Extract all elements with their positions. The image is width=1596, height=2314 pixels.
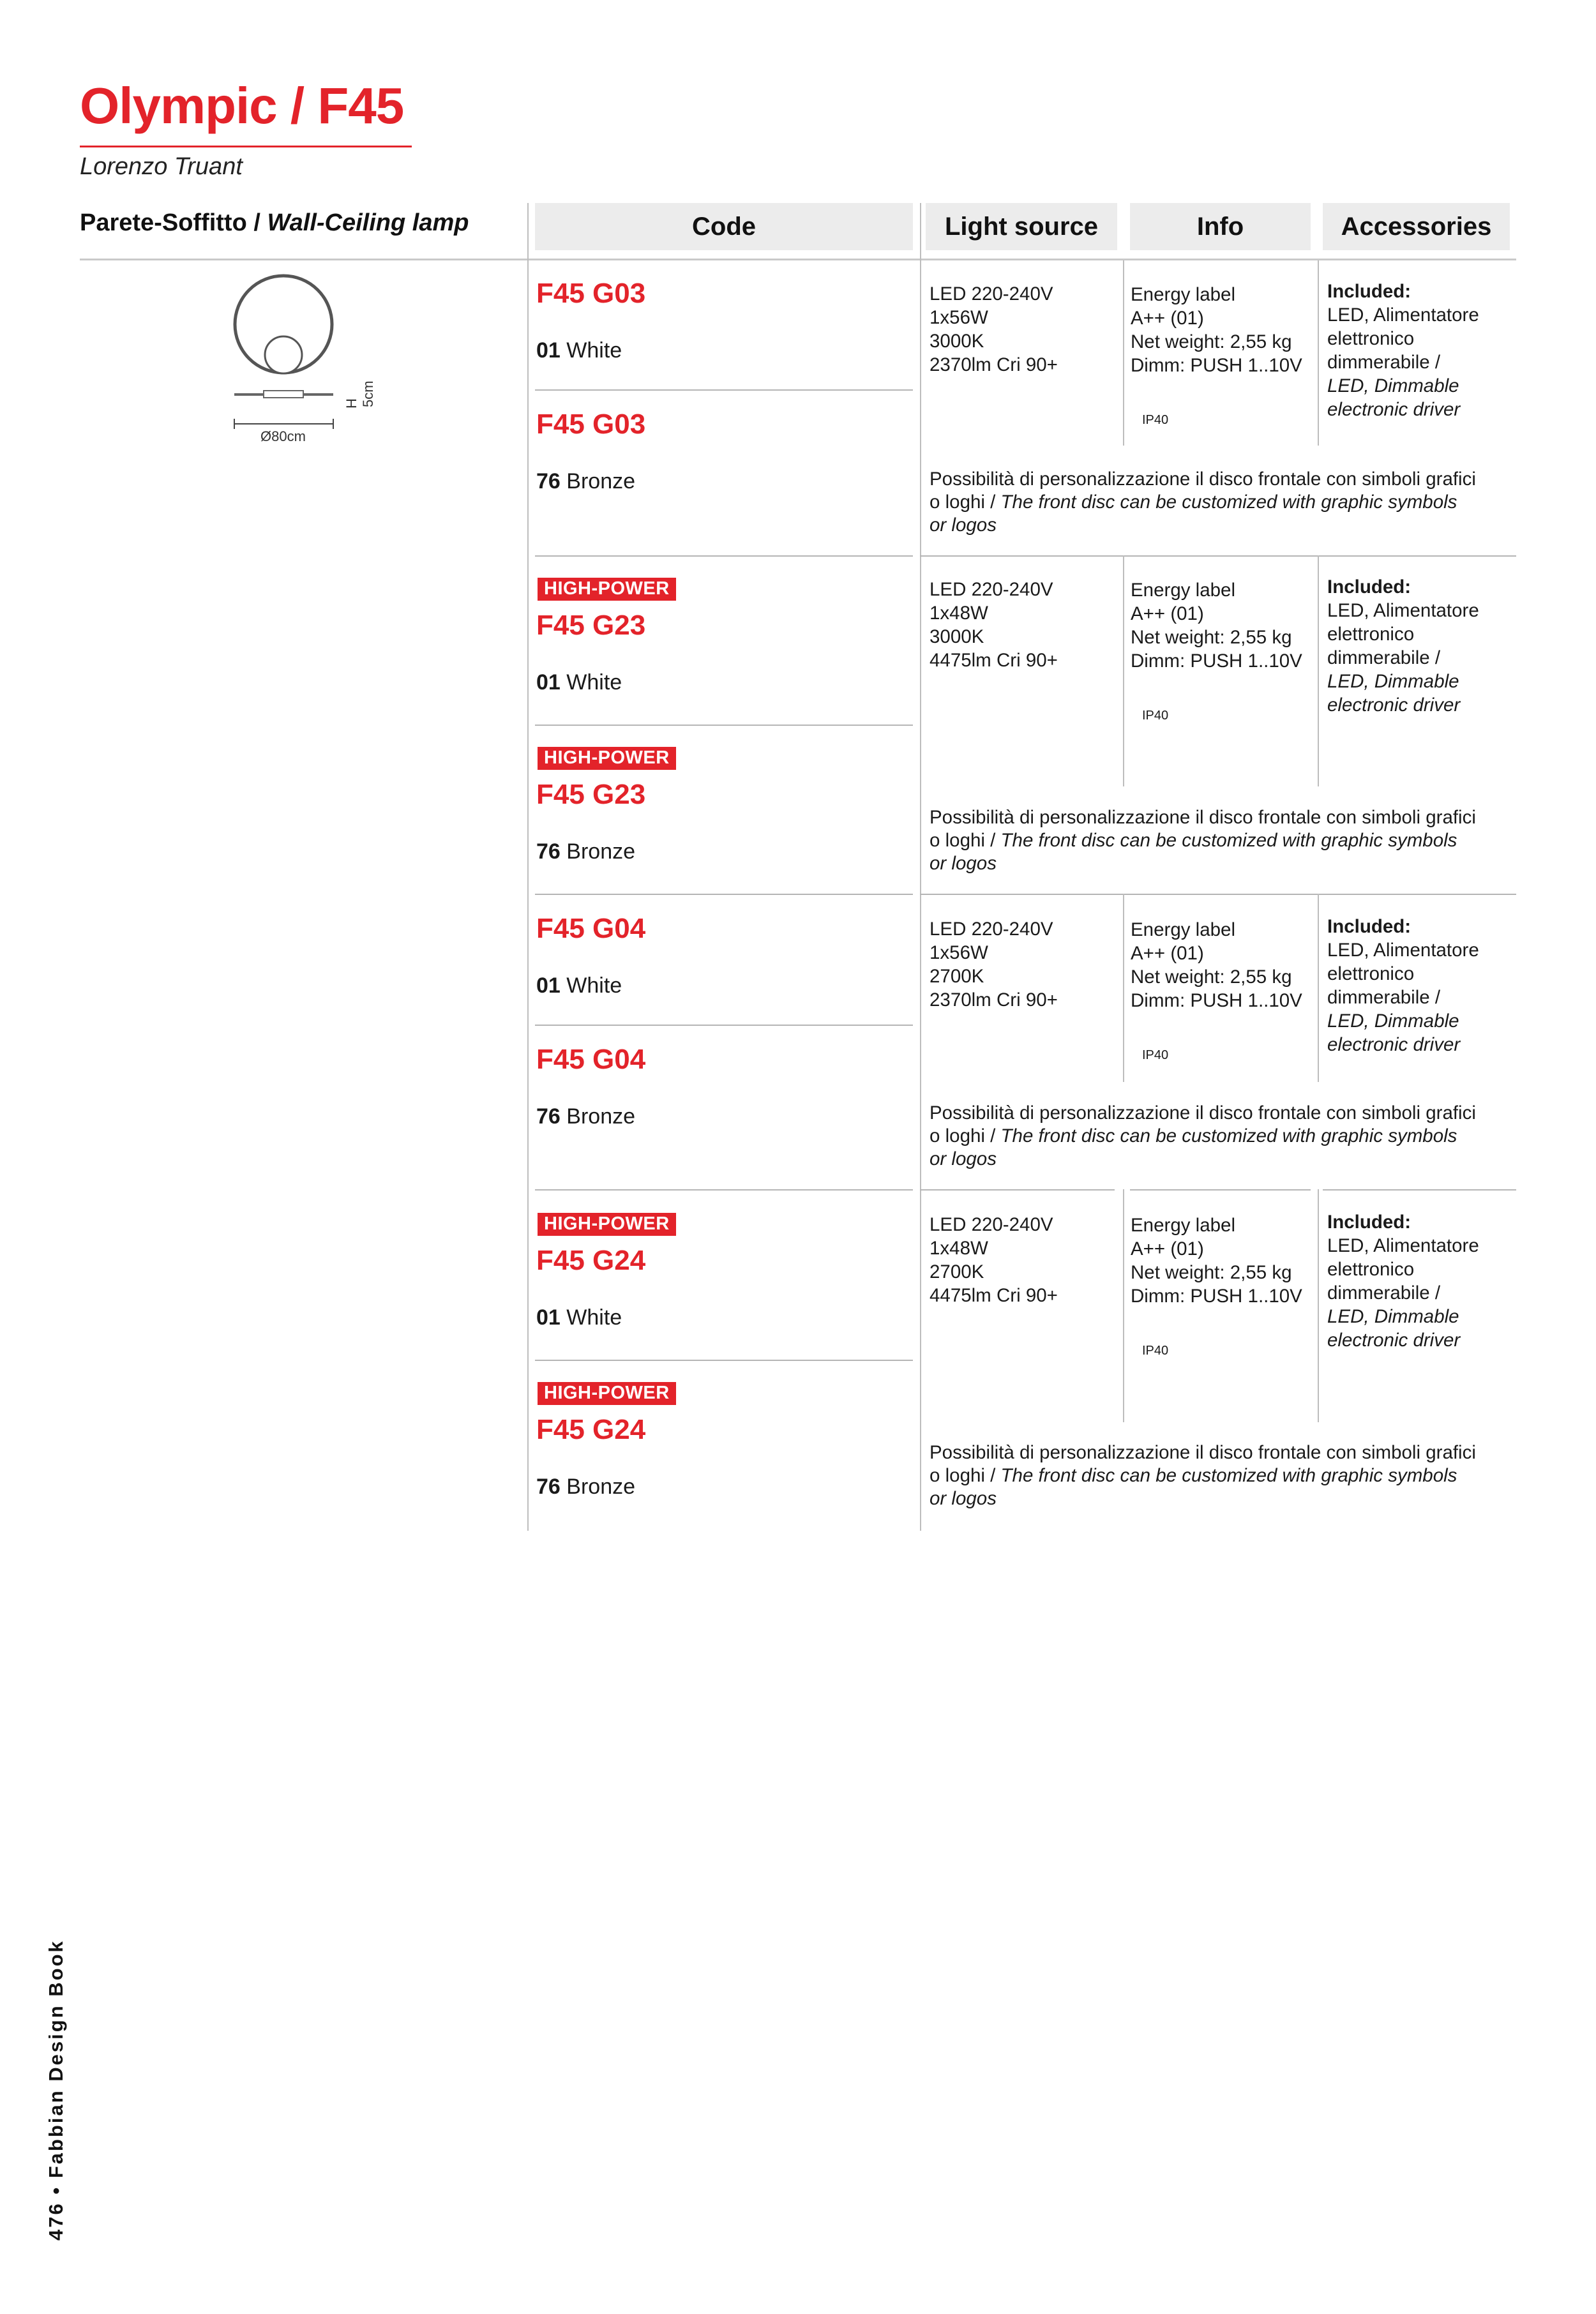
column-divider-info: [1123, 260, 1124, 446]
accessories-line: LED, Dimmable: [1327, 375, 1459, 396]
info-line: A++ (01): [1131, 1238, 1204, 1259]
note-line: Possibilità di personalizzazione il disco frontale con simboli grafici: [930, 1442, 1476, 1463]
accessories-line: elettronico: [1327, 1259, 1415, 1280]
accessories-line: electronic driver: [1327, 1034, 1461, 1055]
note-line: [930, 1487, 1568, 1510]
note-it: o loghi /: [930, 492, 996, 513]
variant-divider: [535, 389, 913, 391]
height-dimension: [343, 398, 360, 409]
spec-line: 1x48W: [930, 603, 988, 624]
finish-name: Bronze: [566, 1475, 636, 1499]
finish-number: 01: [536, 973, 561, 998]
product-code: F45 G23: [536, 610, 646, 641]
group-divider: [1323, 1189, 1516, 1191]
spec-line: 2370lm Cri 90+: [930, 989, 1058, 1010]
column-divider-info: [1123, 555, 1124, 786]
accessories-line: LED, Dimmable: [1327, 1010, 1459, 1032]
product-code: F45 G04: [536, 913, 646, 944]
page-title: Olympic / F45: [80, 77, 404, 134]
finish-name: White: [566, 670, 622, 695]
high-power-badge: HIGH-POWER: [538, 1382, 676, 1405]
customization-note: [930, 1441, 1568, 1510]
spec-line: LED 220-240V: [930, 1214, 1053, 1235]
finish-name: White: [566, 1305, 622, 1330]
column-divider-accessories: [1318, 894, 1319, 1082]
info-line: A++ (01): [1131, 308, 1204, 329]
product-finish: [536, 1475, 635, 1499]
info-line: Net weight: 2,55 kg: [1131, 331, 1292, 352]
accessories-line: elettronico: [1327, 963, 1415, 984]
group-divider: [535, 894, 913, 895]
info-spec: [1131, 578, 1302, 673]
info-line: Dimm: PUSH 1..10V: [1131, 650, 1302, 672]
product-finish: [536, 973, 622, 998]
spec-line: 2700K: [930, 1261, 984, 1282]
info-line: Energy label: [1131, 284, 1235, 305]
accessories-line: LED, Alimentatore: [1327, 1235, 1479, 1256]
info-line: Energy label: [1131, 919, 1235, 940]
ip-rating: IP40: [1142, 1344, 1169, 1358]
spec-line: 4475lm Cri 90+: [930, 1285, 1058, 1306]
product-code: F45 G03: [536, 278, 646, 309]
accessories-line: elettronico: [1327, 624, 1415, 645]
product-code: F45 G24: [536, 1245, 646, 1276]
spec-line: 4475lm Cri 90+: [930, 650, 1058, 671]
note-en: or logos: [930, 853, 997, 874]
page-number: 476: [45, 2202, 67, 2241]
accessories-line: LED, Alimentatore: [1327, 600, 1479, 621]
accessories-spec: [1327, 1210, 1479, 1352]
spec-line: LED 220-240V: [930, 579, 1053, 600]
product-finish: [536, 839, 635, 864]
light-source-spec: [930, 1213, 1058, 1307]
column-divider-accessories: [1318, 260, 1319, 446]
finish-number: 76: [536, 1104, 561, 1129]
column-header-code: Code: [535, 203, 913, 250]
spec-line: 1x56W: [930, 942, 988, 963]
light-source-spec: [930, 578, 1058, 672]
light-source-spec: [930, 282, 1058, 377]
product-finish: [536, 1305, 622, 1330]
note-en: or logos: [930, 1148, 997, 1169]
finish-name: White: [566, 338, 622, 363]
finish-number: 01: [536, 338, 561, 363]
note-line: [930, 852, 1568, 875]
accessories-spec: [1327, 575, 1479, 717]
finish-name: Bronze: [566, 469, 636, 493]
finish-number: 76: [536, 839, 561, 864]
accessories-line: dimmerabile /: [1327, 352, 1441, 373]
info-line: A++ (01): [1131, 943, 1204, 964]
variant-divider: [535, 1025, 913, 1026]
lamp-drawing: [227, 268, 380, 453]
column-divider-code: [527, 203, 529, 1531]
column-header-accessories: Accessories: [1323, 203, 1510, 250]
note-en: The front disc can be customized with graphic symbols: [1000, 830, 1457, 851]
finish-number: 01: [536, 670, 561, 695]
book-title: Fabbian Design Book: [45, 1939, 67, 2179]
accessories-label: Included:: [1327, 281, 1412, 302]
info-line: Net weight: 2,55 kg: [1131, 1262, 1292, 1283]
accessories-line: dimmerabile /: [1327, 647, 1441, 668]
height-label: H: [343, 398, 359, 409]
finish-name: Bronze: [566, 1104, 636, 1129]
spec-line: LED 220-240V: [930, 283, 1053, 304]
spec-line: 2370lm Cri 90+: [930, 354, 1058, 375]
finish-number: 76: [536, 1475, 561, 1499]
product-code: F45 G04: [536, 1044, 646, 1075]
accessories-line: LED, Dimmable: [1327, 1306, 1459, 1327]
section-label: [80, 209, 469, 237]
spec-line: 3000K: [930, 626, 984, 647]
accessories-line: LED, Alimentatore: [1327, 304, 1479, 326]
note-en: or logos: [930, 515, 997, 536]
accessories-line: electronic driver: [1327, 1330, 1461, 1351]
info-spec: [1131, 1213, 1302, 1308]
ip-rating: IP40: [1142, 413, 1169, 427]
header-rule: [80, 259, 1516, 260]
group-divider: [920, 555, 1516, 557]
customization-note: [930, 1102, 1568, 1171]
accessories-line: dimmerabile /: [1327, 1282, 1441, 1304]
note-line: Possibilità di personalizzazione il disco frontale con simboli grafici: [930, 1102, 1476, 1123]
accessories-spec: [1327, 280, 1479, 421]
product-finish: [536, 469, 635, 494]
ip-rating: IP40: [1142, 1048, 1169, 1062]
column-divider-accessories: [1318, 555, 1319, 786]
ip-rating: IP40: [1142, 709, 1169, 723]
note-en: The front disc can be customized with graphic symbols: [1000, 1125, 1457, 1146]
note-line: [930, 1464, 1568, 1487]
product-finish: [536, 1104, 635, 1129]
accessories-line: elettronico: [1327, 328, 1415, 349]
info-spec: [1131, 918, 1302, 1012]
group-divider: [535, 1189, 913, 1191]
accessories-line: electronic driver: [1327, 695, 1461, 716]
product-code: F45 G23: [536, 779, 646, 810]
info-spec: [1131, 283, 1302, 377]
note-line: [930, 491, 1568, 514]
column-divider-info: [1123, 894, 1124, 1082]
product-code: F45 G03: [536, 409, 646, 440]
variant-divider: [535, 725, 913, 726]
accessories-spec: [1327, 915, 1479, 1056]
note-it: o loghi /: [930, 1125, 996, 1146]
accessories-line: LED, Dimmable: [1327, 671, 1459, 692]
spec-line: LED 220-240V: [930, 919, 1053, 940]
group-divider: [1130, 1189, 1311, 1191]
note-it: o loghi /: [930, 830, 996, 851]
info-line: Net weight: 2,55 kg: [1131, 966, 1292, 988]
column-header-light-source: Light source: [926, 203, 1117, 250]
footer-separator: •: [45, 2185, 67, 2195]
finish-number: 01: [536, 1305, 561, 1330]
column-divider-info: [1123, 1189, 1124, 1422]
accessories-line: LED, Alimentatore: [1327, 940, 1479, 961]
note-line: [930, 829, 1568, 852]
page-footer: [45, 1939, 68, 2241]
note-line: Possibilità di personalizzazione il disco frontale con simboli grafici: [930, 469, 1476, 490]
note-en: The front disc can be customized with graphic symbols: [1000, 1465, 1457, 1486]
section-label-en: Wall-Ceiling lamp: [267, 209, 469, 236]
accessories-line: dimmerabile /: [1327, 987, 1441, 1008]
info-line: A++ (01): [1131, 603, 1204, 624]
accessories-line: electronic driver: [1327, 399, 1461, 420]
light-source-spec: [930, 917, 1058, 1012]
note-line: Possibilità di personalizzazione il disco frontale con simboli grafici: [930, 807, 1476, 828]
lamp-side-disc: [264, 391, 303, 398]
accessories-label: Included:: [1327, 576, 1412, 597]
high-power-badge: HIGH-POWER: [538, 578, 676, 601]
title-underline: [80, 146, 412, 147]
info-line: Net weight: 2,55 kg: [1131, 627, 1292, 648]
designer-name: Lorenzo Truant: [80, 153, 243, 180]
finish-name: White: [566, 973, 622, 998]
product-finish: [536, 338, 622, 363]
customization-note: [930, 806, 1568, 875]
customization-note: [930, 468, 1568, 537]
product-finish: [536, 670, 622, 695]
note-line: [930, 1148, 1568, 1171]
group-divider: [920, 894, 1516, 895]
column-divider-light: [920, 203, 921, 1531]
lamp-disc-outline: [265, 336, 302, 373]
product-code: F45 G24: [536, 1414, 646, 1445]
note-it: o loghi /: [930, 1465, 996, 1486]
info-line: Energy label: [1131, 580, 1235, 601]
accessories-label: Included:: [1327, 1212, 1412, 1233]
note-line: [930, 514, 1568, 537]
high-power-badge: HIGH-POWER: [538, 1213, 676, 1236]
variant-divider: [535, 1360, 913, 1361]
note-en: or logos: [930, 1488, 997, 1509]
section-label-it: Parete-Soffitto /: [80, 209, 260, 236]
spec-line: 3000K: [930, 331, 984, 352]
spec-line: 2700K: [930, 966, 984, 987]
diameter-label: Ø80cm: [260, 428, 306, 444]
info-line: Dimm: PUSH 1..10V: [1131, 990, 1302, 1011]
group-divider: [535, 555, 913, 557]
group-divider: [920, 1189, 1115, 1191]
spec-line: 1x48W: [930, 1238, 988, 1259]
column-header-info: Info: [1130, 203, 1311, 250]
height-value: 5cm: [360, 380, 376, 407]
column-divider-accessories: [1318, 1189, 1319, 1422]
spec-line: 1x56W: [930, 307, 988, 328]
info-line: Energy label: [1131, 1215, 1235, 1236]
note-line: [930, 1125, 1568, 1148]
finish-number: 76: [536, 469, 561, 493]
accessories-label: Included:: [1327, 916, 1412, 937]
note-en: The front disc can be customized with graphic symbols: [1000, 492, 1457, 513]
finish-name: Bronze: [566, 839, 636, 864]
info-line: Dimm: PUSH 1..10V: [1131, 355, 1302, 376]
high-power-badge: HIGH-POWER: [538, 747, 676, 770]
info-line: Dimm: PUSH 1..10V: [1131, 1286, 1302, 1307]
